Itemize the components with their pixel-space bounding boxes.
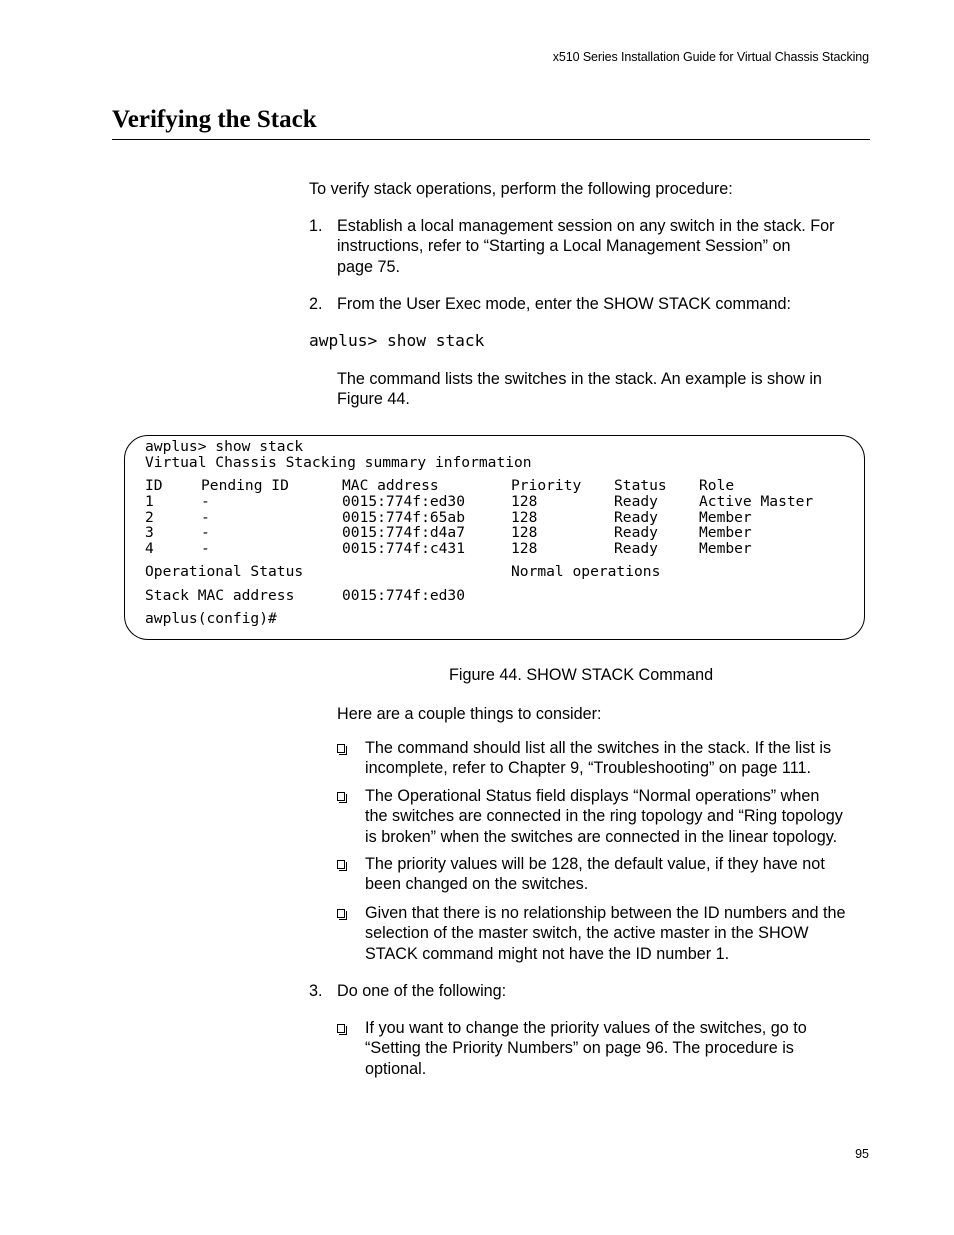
checkbox-bullet-icon [337,792,345,801]
consideration-item [365,854,870,895]
command-note-line: Figure 44. [337,390,410,409]
considerations-intro: Here are a couple things to consider: [337,705,602,723]
table-cell: Ready [614,509,658,526]
table-cell: 4 [145,540,154,557]
table-cell: Ready [614,540,658,557]
consideration-item [365,903,870,964]
checkbox-bullet-icon [337,909,345,918]
terminal-prompt-line: awplus> show stack [145,438,304,455]
command-note [337,369,822,410]
option-line: optional. [365,1059,427,1078]
consideration-item [365,738,870,779]
step-1-text [337,216,835,277]
table-cell: 0015:774f:ed30 [342,493,466,510]
final-prompt: awplus(config)# [145,610,277,627]
option-line: If you want to change the priority values of the switches, go to [365,1019,807,1037]
step-2-number: 2. [309,295,323,313]
consideration-line: is broken” when the switches are connected in the linear topology. [365,827,838,846]
step-3-text: Do one of the following: [337,982,507,1000]
page-number: 95 [855,1147,869,1161]
checkbox-bullet-icon [337,860,345,869]
stack-mac-label: Stack MAC address [145,587,295,604]
table-cell: - [201,524,210,541]
table-cell: Ready [614,524,658,541]
command-example: awplus> show stack [309,331,485,350]
table-cell: Member [699,540,752,557]
running-header: x510 Series Installation Guide for Virtual Chassis Stacking [552,50,869,64]
table-cell: 1 [145,493,154,510]
step-1-line: page 75. [337,257,401,276]
table-cell: - [201,509,210,526]
section-title: Verifying the Stack [112,106,317,133]
step-3-number: 3. [309,982,323,1000]
title-divider [112,139,870,140]
column-header-role: Role [699,477,735,494]
column-header-mac-address: MAC address [342,477,439,494]
table-cell: - [201,540,210,557]
table-cell: 128 [511,493,538,510]
column-header-pending-id: Pending ID [201,477,289,494]
table-cell: 0015:774f:c431 [342,540,466,557]
step-1-line: Establish a local management session on any switch in the stack. For [337,217,835,235]
consideration-line: The Operational Status field displays “Normal operations” when [365,787,820,805]
column-header-id: ID [145,477,163,494]
checkbox-bullet-icon [337,1024,345,1033]
table-cell: Member [699,509,752,526]
step-3-option [365,1018,870,1079]
table-cell: 0015:774f:d4a7 [342,524,466,541]
checkbox-bullet-icon [337,744,345,753]
operational-status-label: Operational Status [145,563,304,580]
operational-status-value: Normal operations [511,563,661,580]
figure-caption: Figure 44. SHOW STACK Command [449,666,714,684]
table-cell: 128 [511,524,538,541]
consideration-line: been changed on the switches. [365,875,589,894]
consideration-line: selection of the master switch, the active master in the SHOW [365,924,809,943]
consideration-line: the switches are connected in the ring topology and “Ring topology [365,807,843,826]
step-1-line: instructions, refer to “Starting a Local Management Session” on [337,237,791,256]
step-1-number: 1. [309,217,323,235]
consideration-line: Given that there is no relationship between the ID numbers and the [365,904,846,922]
table-cell: 128 [511,509,538,526]
option-line: “Setting the Priority Numbers” on page 96. The procedure is [365,1039,794,1058]
consideration-line: The priority values will be 128, the default value, if they have not [365,855,825,873]
table-cell: Member [699,524,752,541]
table-cell: Active Master [699,493,814,510]
consideration-line: The command should list all the switches in the stack. If the list is [365,739,832,757]
consideration-line: STACK command might not have the ID number 1. [365,944,730,963]
table-cell: 3 [145,524,154,541]
table-cell: 2 [145,509,154,526]
column-header-priority: Priority [511,477,582,494]
table-cell: Ready [614,493,658,510]
terminal-summary-line: Virtual Chassis Stacking summary information [145,454,532,471]
intro-paragraph: To verify stack operations, perform the following procedure: [309,180,733,198]
consideration-line: incomplete, refer to Chapter 9, “Troubleshooting” on page 111. [365,759,812,778]
consideration-item [365,786,870,847]
table-cell: 0015:774f:65ab [342,509,466,526]
table-cell: 128 [511,540,538,557]
stack-mac-value: 0015:774f:ed30 [342,587,466,604]
table-cell: - [201,493,210,510]
command-note-line: The command lists the switches in the stack. An example is show in [337,370,822,388]
step-2-text: From the User Exec mode, enter the SHOW STACK command: [337,295,791,313]
column-header-status: Status [614,477,667,494]
